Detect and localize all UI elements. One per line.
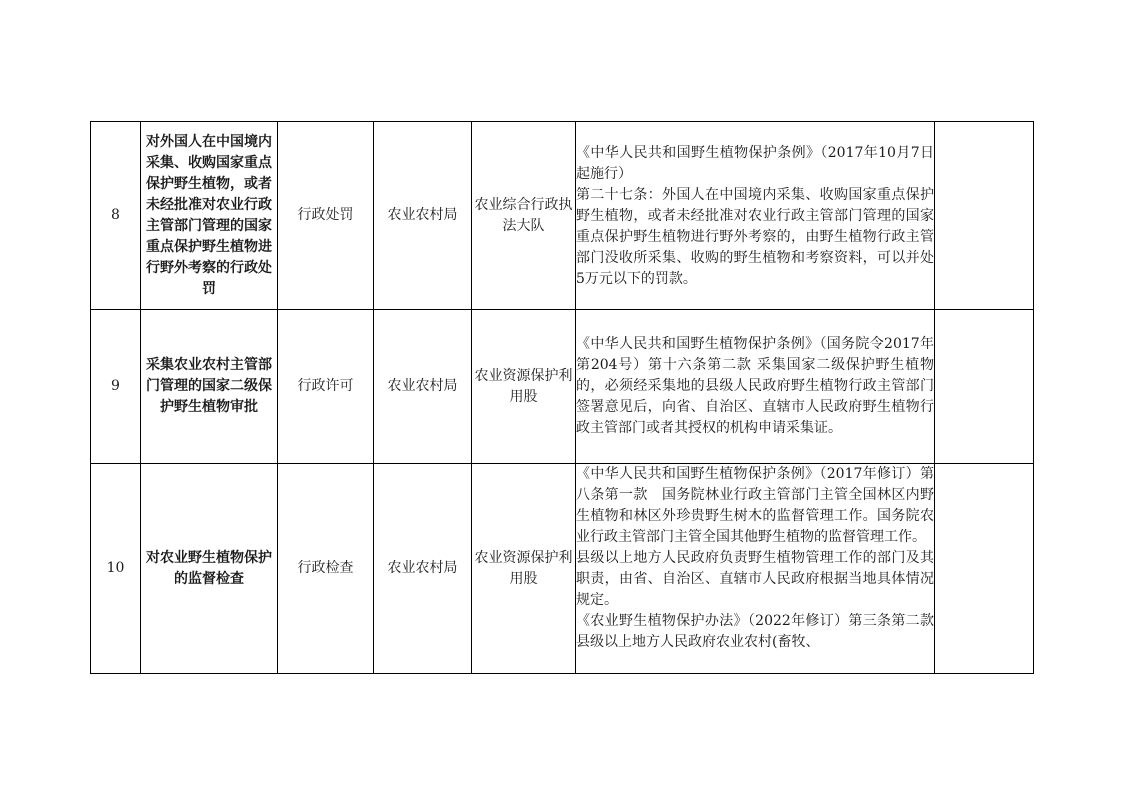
power-category: 行政许可	[278, 310, 374, 464]
legal-basis	[576, 464, 935, 674]
basis-paragraph: 县级以上地方人民政府负责野生植物管理工作的部门及其职责，由省、自治区、直辖市人民政府根据当地具体情况规定。	[576, 550, 934, 608]
remarks	[935, 310, 1034, 464]
legal-basis	[576, 310, 935, 464]
responsible-unit: 农业资源保护利用股	[472, 464, 576, 674]
responsible-unit: 农业综合行政执法大队	[472, 122, 576, 310]
basis-paragraph: 《中华人民共和国野生植物保护条例》（国务院令2017年第204号）第十六条第二款 采集国家二级保护野生植物的，必须经采集地的县级人民政府野生植物行政主管部门签署意见后，向省、自治区、直辖市人民政府野生植物行政主管部门或者其授权的机构申请采集证。	[576, 336, 934, 436]
item-name: 对外国人在中国境内采集、收购国家重点保护野生植物，或者未经批准对农业行政主管部门管理的国家重点保护野生植物进行野外考察的行政处罚	[141, 122, 278, 310]
table-row	[91, 310, 1034, 464]
basis-paragraph: 《中华人民共和国野生植物保护条例》（2017年10月7日起施行）	[576, 145, 934, 182]
item-name: 采集农业农村主管部门管理的国家二级保护野生植物审批	[141, 310, 278, 464]
department: 农业农村局	[374, 464, 472, 674]
power-category: 行政处罚	[278, 122, 374, 310]
row-number: 8	[91, 122, 141, 310]
responsible-unit: 农业资源保护利用股	[472, 310, 576, 464]
legal-basis	[576, 122, 935, 310]
table-row	[91, 122, 1034, 310]
basis-paragraph: 《农业野生植物保护办法》（2022年修订）第三条第二款 县级以上地方人民政府农业农村(畜牧、	[576, 613, 934, 650]
basis-paragraph: 第二十七条：外国人在中国境内采集、收购国家重点保护野生植物，或者未经批准对农业行政主管部门管理的国家重点保护野生植物进行野外考察的，由野生植物行政主管部门没收所采集、收购的野生植物和考察资料，可以并处5万元以下的罚款。	[576, 187, 934, 287]
basis-paragraph: 《中华人民共和国野生植物保护条例》（2017年修订）第八条第一款 国务院林业行政主管部门主管全国林区内野生植物和林区外珍贵野生树木的监督管理工作。国务院农业行政主管部门主管全国其他野生植物的监督管理工作。	[576, 466, 934, 545]
power-category: 行政检查	[278, 464, 374, 674]
row-number: 9	[91, 310, 141, 464]
power-list-table	[90, 121, 1034, 674]
department: 农业农村局	[374, 122, 472, 310]
table-row	[91, 464, 1034, 674]
remarks	[935, 122, 1034, 310]
item-name: 对农业野生植物保护的监督检查	[141, 464, 278, 674]
department: 农业农村局	[374, 310, 472, 464]
row-number: 10	[91, 464, 141, 674]
remarks	[935, 464, 1034, 674]
